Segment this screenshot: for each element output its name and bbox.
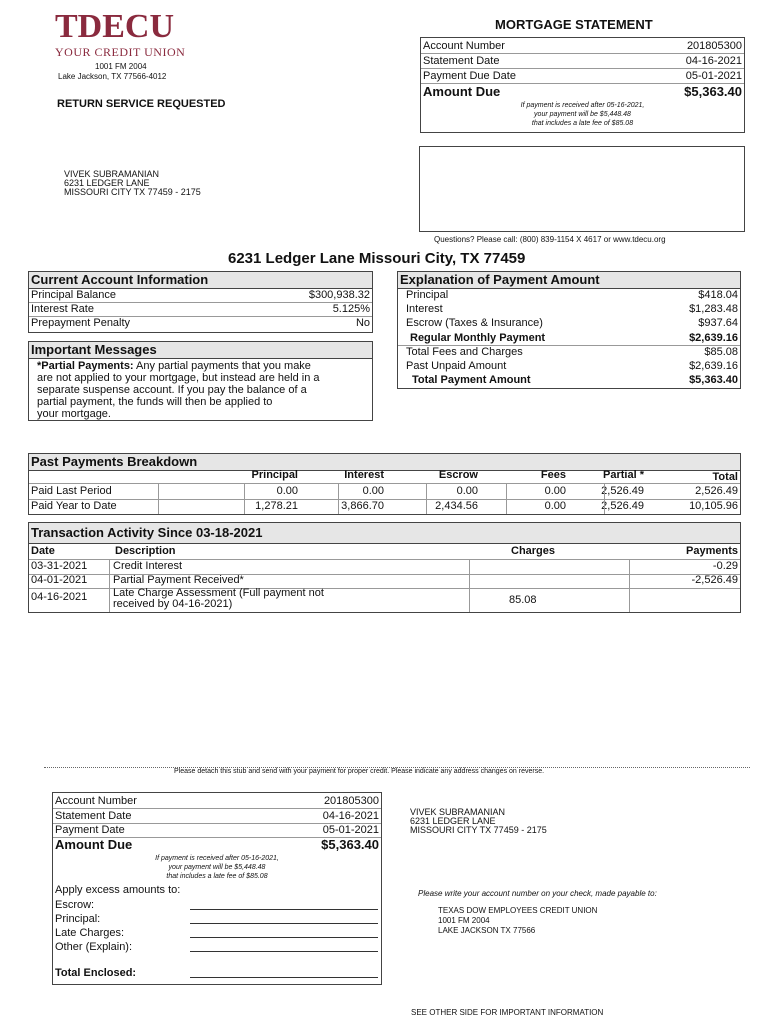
transaction-header-row: Date Description Charges Payments bbox=[31, 545, 738, 557]
total-enclosed-field[interactable] bbox=[190, 977, 378, 978]
important-messages-section bbox=[28, 341, 373, 421]
statement-date-value: 04-16-2021 bbox=[685, 55, 742, 67]
stub-amount-due-row: Amount Due $5,363.40 bbox=[55, 837, 379, 852]
statement-title: MORTGAGE STATEMENT bbox=[495, 17, 653, 32]
late-fee-note: If payment is received after 05-16-2021, your payment will be $5,448.48 that includes a late fee of $85.08 bbox=[520, 102, 645, 127]
explanation-interest-row: Interest $1,283.48 bbox=[406, 303, 738, 315]
principal-amount-field[interactable] bbox=[190, 923, 378, 924]
interest-rate-row: Interest Rate 5.125% bbox=[31, 303, 370, 315]
amount-due-value: $5,363.40 bbox=[684, 84, 742, 99]
important-messages-heading: Important Messages bbox=[29, 342, 372, 359]
stub-payment-date-row: Payment Date 05-01-2021 bbox=[55, 824, 379, 836]
transaction-row: 03-31-2021 Credit Interest -0.29 bbox=[31, 560, 738, 572]
principal-label: Principal: bbox=[55, 913, 101, 925]
late-charges-amount-field[interactable] bbox=[190, 937, 378, 938]
account-number-label: Account Number bbox=[423, 40, 505, 52]
prepayment-penalty-row: Prepayment Penalty No bbox=[31, 317, 370, 329]
explanation-principal-row: Principal $418.04 bbox=[406, 289, 738, 301]
partial-payments-message: *Partial Payments: Any partial payments that you make are not applied to your mortgage, but instead are held in a separate suspense account. If you pay the balance of a partial payment, the funds will then be applied to your mortgage. bbox=[37, 360, 320, 420]
other-amount-field[interactable] bbox=[190, 951, 378, 952]
return-address-line2: Lake Jackson, TX 77566-4012 bbox=[58, 72, 167, 81]
total-enclosed-label: Total Enclosed: bbox=[55, 967, 137, 979]
stub-account-row: Account Number 201805300 bbox=[55, 795, 379, 807]
tdecu-logo: TDECU bbox=[55, 8, 175, 45]
principal-balance-row: Principal Balance $300,938.32 bbox=[31, 289, 370, 301]
payee-address: TEXAS DOW EMPLOYEES CREDIT UNION 1001 FM 2004 LAKE JACKSON TX 77566 bbox=[438, 906, 598, 935]
late-charges-label: Late Charges: bbox=[55, 927, 125, 939]
stub-recipient-address: VIVEK SUBRAMANIAN 6231 LEDGER LANE MISSOURI CITY TX 77459 - 2175 bbox=[410, 807, 547, 835]
transaction-activity-heading: Transaction Activity Since 03-18-2021 bbox=[29, 523, 740, 544]
return-service-requested: RETURN SERVICE REQUESTED bbox=[57, 98, 226, 110]
transaction-row: 04-16-2021 Late Charge Assessment (Full payment not received by 04-16-2021) 85.08 bbox=[31, 587, 537, 610]
account-number-row bbox=[421, 39, 744, 53]
recipient-name: VIVEK SUBRAMANIAN bbox=[64, 169, 160, 179]
apply-excess-label: Apply excess amounts to: bbox=[55, 884, 181, 896]
payment-explanation-heading: Explanation of Payment Amount bbox=[398, 272, 740, 289]
escrow-amount-field[interactable] bbox=[190, 909, 378, 910]
recipient-city: MISSOURI CITY TX 77459 - 2175 bbox=[64, 187, 201, 197]
property-address: 6231 Ledger Lane Missouri City, TX 77459 bbox=[228, 250, 526, 267]
check-payable-note: Please write your account number on your check, made payable to: bbox=[418, 889, 657, 898]
payment-explanation-section bbox=[397, 271, 741, 389]
statement-date-row bbox=[421, 54, 744, 68]
return-address-line1: 1001 FM 2004 bbox=[95, 62, 147, 71]
other-explain-label: Other (Explain): bbox=[55, 941, 133, 953]
transaction-activity-section bbox=[28, 522, 741, 613]
summary-box bbox=[420, 37, 745, 133]
current-account-heading: Current Account Information bbox=[29, 272, 372, 289]
past-payments-header-row: Principal Interest Escrow Fees Partial * Total bbox=[251, 469, 738, 483]
payment-due-date-label: Payment Due Date bbox=[423, 70, 516, 82]
stub-late-fee-note: If payment is received after 05-16-2021, your payment will be $5,448.48 that includes a late fee of $85.08 bbox=[155, 855, 279, 880]
questions-line: Questions? Please call: (800) 839-1154 X 4617 or www.tdecu.org bbox=[434, 235, 666, 244]
amount-due-row bbox=[421, 85, 744, 101]
stub-box bbox=[52, 792, 382, 985]
account-number-value: 201805300 bbox=[686, 40, 742, 52]
past-payments-section bbox=[28, 453, 741, 515]
stub-statement-date-row: Statement Date 04-16-2021 bbox=[55, 810, 379, 822]
detach-note: Please detach this stub and send with your payment for proper credit. Please indicate any address changes on reverse. bbox=[174, 768, 545, 775]
past-unpaid-row: Past Unpaid Amount $2,639.16 bbox=[406, 360, 738, 372]
blank-box bbox=[419, 146, 745, 232]
regular-monthly-payment-row: Regular Monthly Payment $2,639.16 bbox=[410, 332, 738, 344]
past-payments-heading: Past Payments Breakdown bbox=[29, 454, 740, 471]
transaction-row: 04-01-2021 Partial Payment Received* -2,526.49 bbox=[31, 574, 738, 586]
escrow-label: Escrow: bbox=[55, 899, 95, 911]
payment-due-date-value: 05-01-2021 bbox=[685, 70, 742, 82]
logo-tagline: YOUR CREDIT UNION bbox=[55, 45, 186, 59]
recipient-address bbox=[64, 170, 201, 197]
current-account-section bbox=[28, 271, 373, 333]
payment-due-date-row bbox=[421, 69, 744, 83]
amount-due-label: Amount Due bbox=[423, 84, 501, 99]
statement-date-label: Statement Date bbox=[423, 55, 500, 67]
total-fees-row: Total Fees and Charges $85.08 bbox=[406, 346, 738, 358]
paid-year-to-date-row: Paid Year to Date 1,278.21 3,866.70 2,434.56 0.00 2,526.49 10,105.96 bbox=[31, 500, 738, 512]
recipient-street: 6231 LEDGER LANE bbox=[64, 178, 150, 188]
total-payment-row: Total Payment Amount $5,363.40 bbox=[412, 374, 738, 386]
paid-last-period-row: Paid Last Period 0.00 0.00 0.00 0.00 2,526.49 2,526.49 bbox=[31, 485, 738, 497]
see-other-side-note: SEE OTHER SIDE FOR IMPORTANT INFORMATION bbox=[411, 1008, 604, 1017]
explanation-escrow-row: Escrow (Taxes & Insurance) $937.64 bbox=[406, 317, 738, 329]
